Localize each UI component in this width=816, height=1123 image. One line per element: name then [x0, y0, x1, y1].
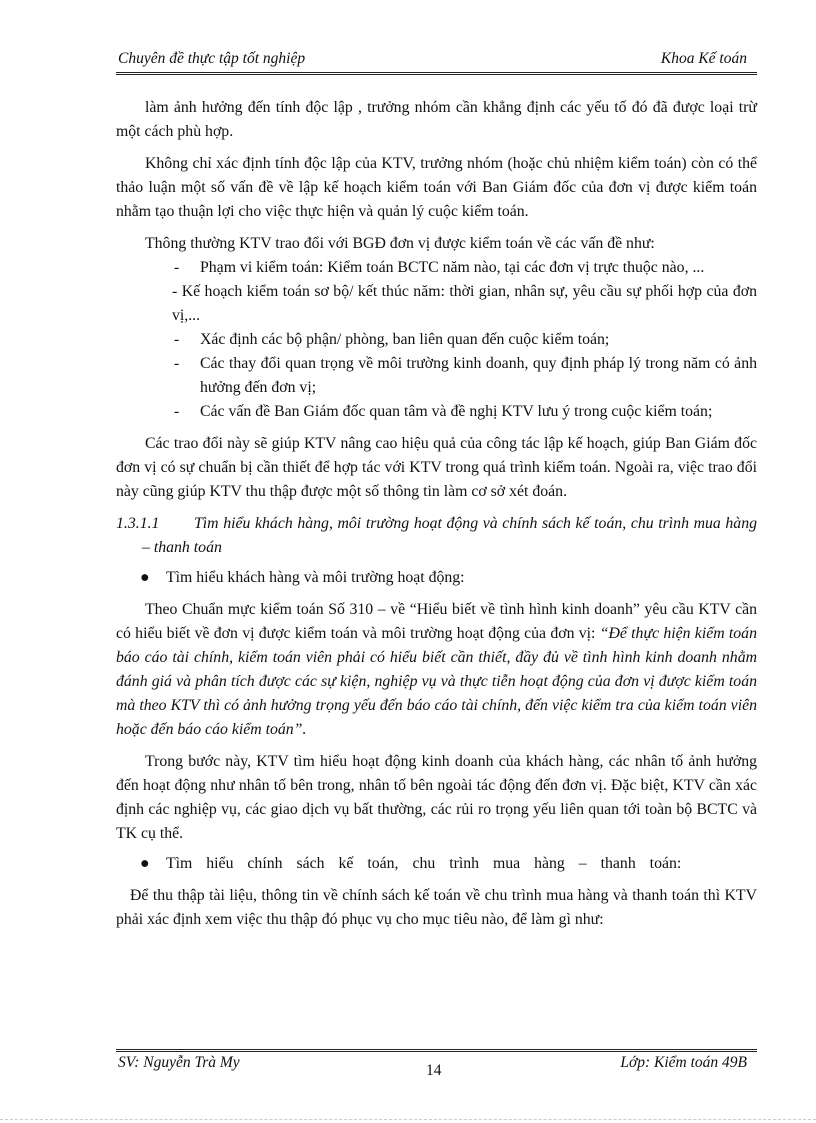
paragraph-text: Theo Chuẩn mực kiểm toán Số 310 – về “Hiểu biết về tình hình kinh doanh” yêu cầu KTV cần có hiểu biết về đơn vị được kiểm toán và môi trường hoạt động của đơn vị: [116, 601, 757, 642]
paragraph [116, 598, 757, 742]
quoted-standard: “Để thực hiện kiểm toán báo cáo tài chính, kiểm toán viên phải có hiểu biết cần thiết, đầy đủ về tình hình kinh doanh nhằm đánh giá và phân tích được các sự kiện, nghiệp vụ và thực tiễn hoạt động của đơn vị được kiểm toán mà theo KTV thì có ảnh hưởng trọng yếu đến báo cáo tài chính, đến việc kiểm tra của kiểm toán viên hoặc đến báo cáo kiểm toán”. [116, 625, 757, 738]
paragraph: Thông thường KTV trao đổi với BGĐ đơn vị được kiểm toán về các vấn đề như: [145, 235, 655, 252]
page-edge [0, 1119, 816, 1120]
list-item: - Các vấn đề Ban Giám đốc quan tâm và đề nghị KTV lưu ý trong cuộc kiểm toán; [172, 400, 757, 424]
paragraph: Trong bước này, KTV tìm hiểu hoạt động kinh doanh của khách hàng, các nhân tố ảnh hưởng đến hoạt động như nhân tố bên trong, nhân tố bên ngoài tác động đến đơn vị. Đặc biệt, KTV cần xác định các nghiệp vụ, các giao dịch vụ bất thường, các rủi ro trọng yếu liên quan tới toàn bộ BCTC và TK cụ thể. [116, 753, 757, 842]
bullet-icon: ● [140, 569, 150, 586]
list-item: - Phạm vi kiểm toán: Kiểm toán BCTC năm nào, tại các đơn vị trực thuộc nào, ... [172, 256, 757, 280]
bullet-text: Tìm hiểu chính sách kế toán, chu trình mua hàng – thanh toán: [166, 855, 682, 872]
section-number: 1.3.1.1 [116, 515, 160, 532]
list-item: - Kế hoạch kiểm toán sơ bộ/ kết thúc năm: thời gian, nhân sự, yêu cầu sự phối hợp của đơn vị,... [172, 283, 757, 324]
header-rule [116, 72, 757, 75]
list-item: - Các thay đổi quan trọng về môi trường kinh doanh, quy định pháp lý trong năm có ảnh hưởng đến đơn vị; [172, 352, 757, 400]
section-title: Tìm hiểu khách hàng, môi trường hoạt động và chính sách kế toán, chu trình mua hàng – thanh toán [142, 515, 757, 556]
paragraph: Các trao đổi này sẽ giúp KTV nâng cao hiệu quả của công tác lập kế hoạch, giúp Ban Giám đốc đơn vị có sự chuẩn bị cần thiết để hợp tác với KTV trong quá trình kiểm toán. Ngoài ra, việc trao đổi này cũng giúp KTV thu thập được một số thông tin làm cơ sở xét đoán. [116, 435, 757, 500]
bullet-icon: ● [140, 855, 150, 872]
paragraph: Để thu thập tài liệu, thông tin về chính sách kế toán về chu trình mua hàng và thanh toán thì KTV phải xác định xem việc thu thập đó phục vụ cho mục tiêu nào, để làm gì như: [116, 887, 757, 928]
paragraph: Không chỉ xác định tính độc lập của KTV, trưởng nhóm (hoặc chủ nhiệm kiểm toán) còn có thể thảo luận một số vấn đề về lập kế hoạch kiểm toán với Ban Giám đốc của đơn vị được kiểm toán nhằm tạo thuận lợi cho việc thực hiện và quản lý cuộc kiểm toán. [116, 155, 757, 220]
bullet-text: Tìm hiểu khách hàng và môi trường hoạt động: [166, 569, 465, 586]
bullet-item [116, 852, 757, 876]
header-title: Chuyên đề thực tập tốt nghiệp [118, 50, 306, 67]
paragraph: làm ảnh hưởng đến tính độc lập , trưởng nhóm cần khẳng định các yếu tố đó đã được loại trừ một cách phù hợp. [116, 99, 757, 140]
header-department: Khoa Kế toán [660, 50, 747, 67]
footer-class: Lớp: Kiểm toán 49B [620, 1054, 747, 1071]
footer-student: SV: Nguyễn Trà My [118, 1054, 240, 1071]
bullet-item [116, 566, 757, 590]
document-body [116, 96, 757, 932]
page-number: 14 [426, 1062, 442, 1079]
list-item: - Xác định các bộ phận/ phòng, ban liên quan đến cuộc kiểm toán; [172, 328, 757, 352]
footer-rule [116, 1049, 757, 1052]
section-heading [116, 512, 757, 560]
page-header [116, 48, 757, 70]
